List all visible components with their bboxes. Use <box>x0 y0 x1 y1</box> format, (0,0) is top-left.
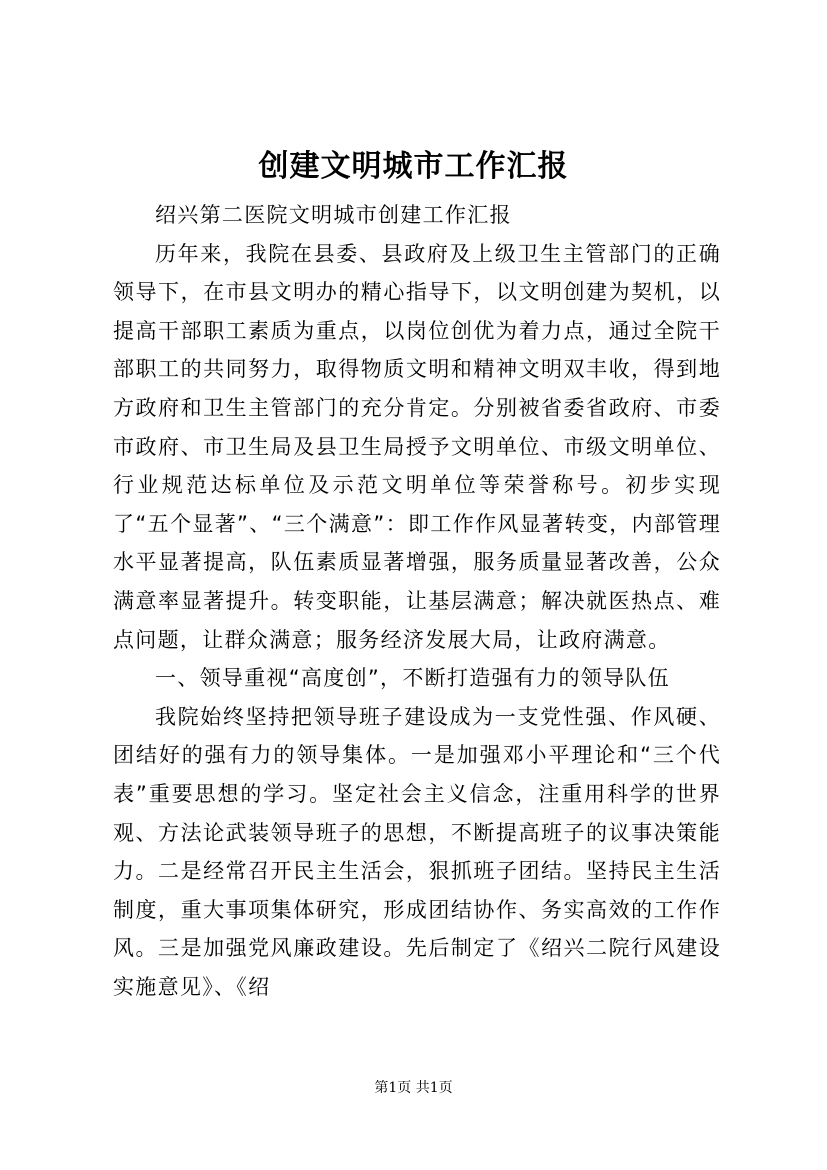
section-heading: 一、领导重视“高度创”，不断打造强有力的领导队伍 <box>155 666 670 691</box>
document-title: 创建文明城市工作汇报 <box>258 149 569 184</box>
paragraph-subtitle: 绍兴第二医院文明城市创建工作汇报 <box>155 203 512 227</box>
page-footer <box>0 1078 827 1098</box>
paragraph-intro: 历年来，我院在县委、县政府及上级卫生主管部门的正确领导下，在市县文明办的精心指导下，以文明创建为契机，以提高干部职工素质为重点，以岗位创优为着力点，通过全院干部职工的共同努力，取得物质文明和精神文明双丰收，得到地方政府和卫生主管部门的充分肯定。分别被省委省政府、市委市政府、市卫生局及县卫生局授予文明单位、市级文明单位、行业规范达标单位及示范文明单位等荣誉称号。初步实现了“五个显著”、“三个满意”：即工作作风显著转变，内部管理水平显著提高，队伍素质显著增强，服务质量显著改善，公众满意率显著提升。转变职能，让基层满意；解决就医热点、难点问题，让群众满意；服务经济发展大局，让政府满意。 <box>113 241 721 652</box>
page-number-label: 第1页 共1页 <box>374 1080 453 1096</box>
document-body <box>113 196 721 1006</box>
paragraph-leadership: 我院始终坚持把领导班子建设成为一支党性强、作风硬、团结好的强有力的领导集体。一是加强邓小平理论和“三个代表”重要思想的学习。坚定社会主义信念，注重用科学的世界观、方法论武装领导班子的思想，不断提高班子的议事决策能力。二是经常召开民主生活会，狠抓班子团结。坚持民主生活制度，重大事项集体研究，形成团结协作、务实高效的工作作风。三是加强党风廉政建设。先后制定了《绍兴二院行风建设实施意见》、《绍 <box>113 704 721 999</box>
